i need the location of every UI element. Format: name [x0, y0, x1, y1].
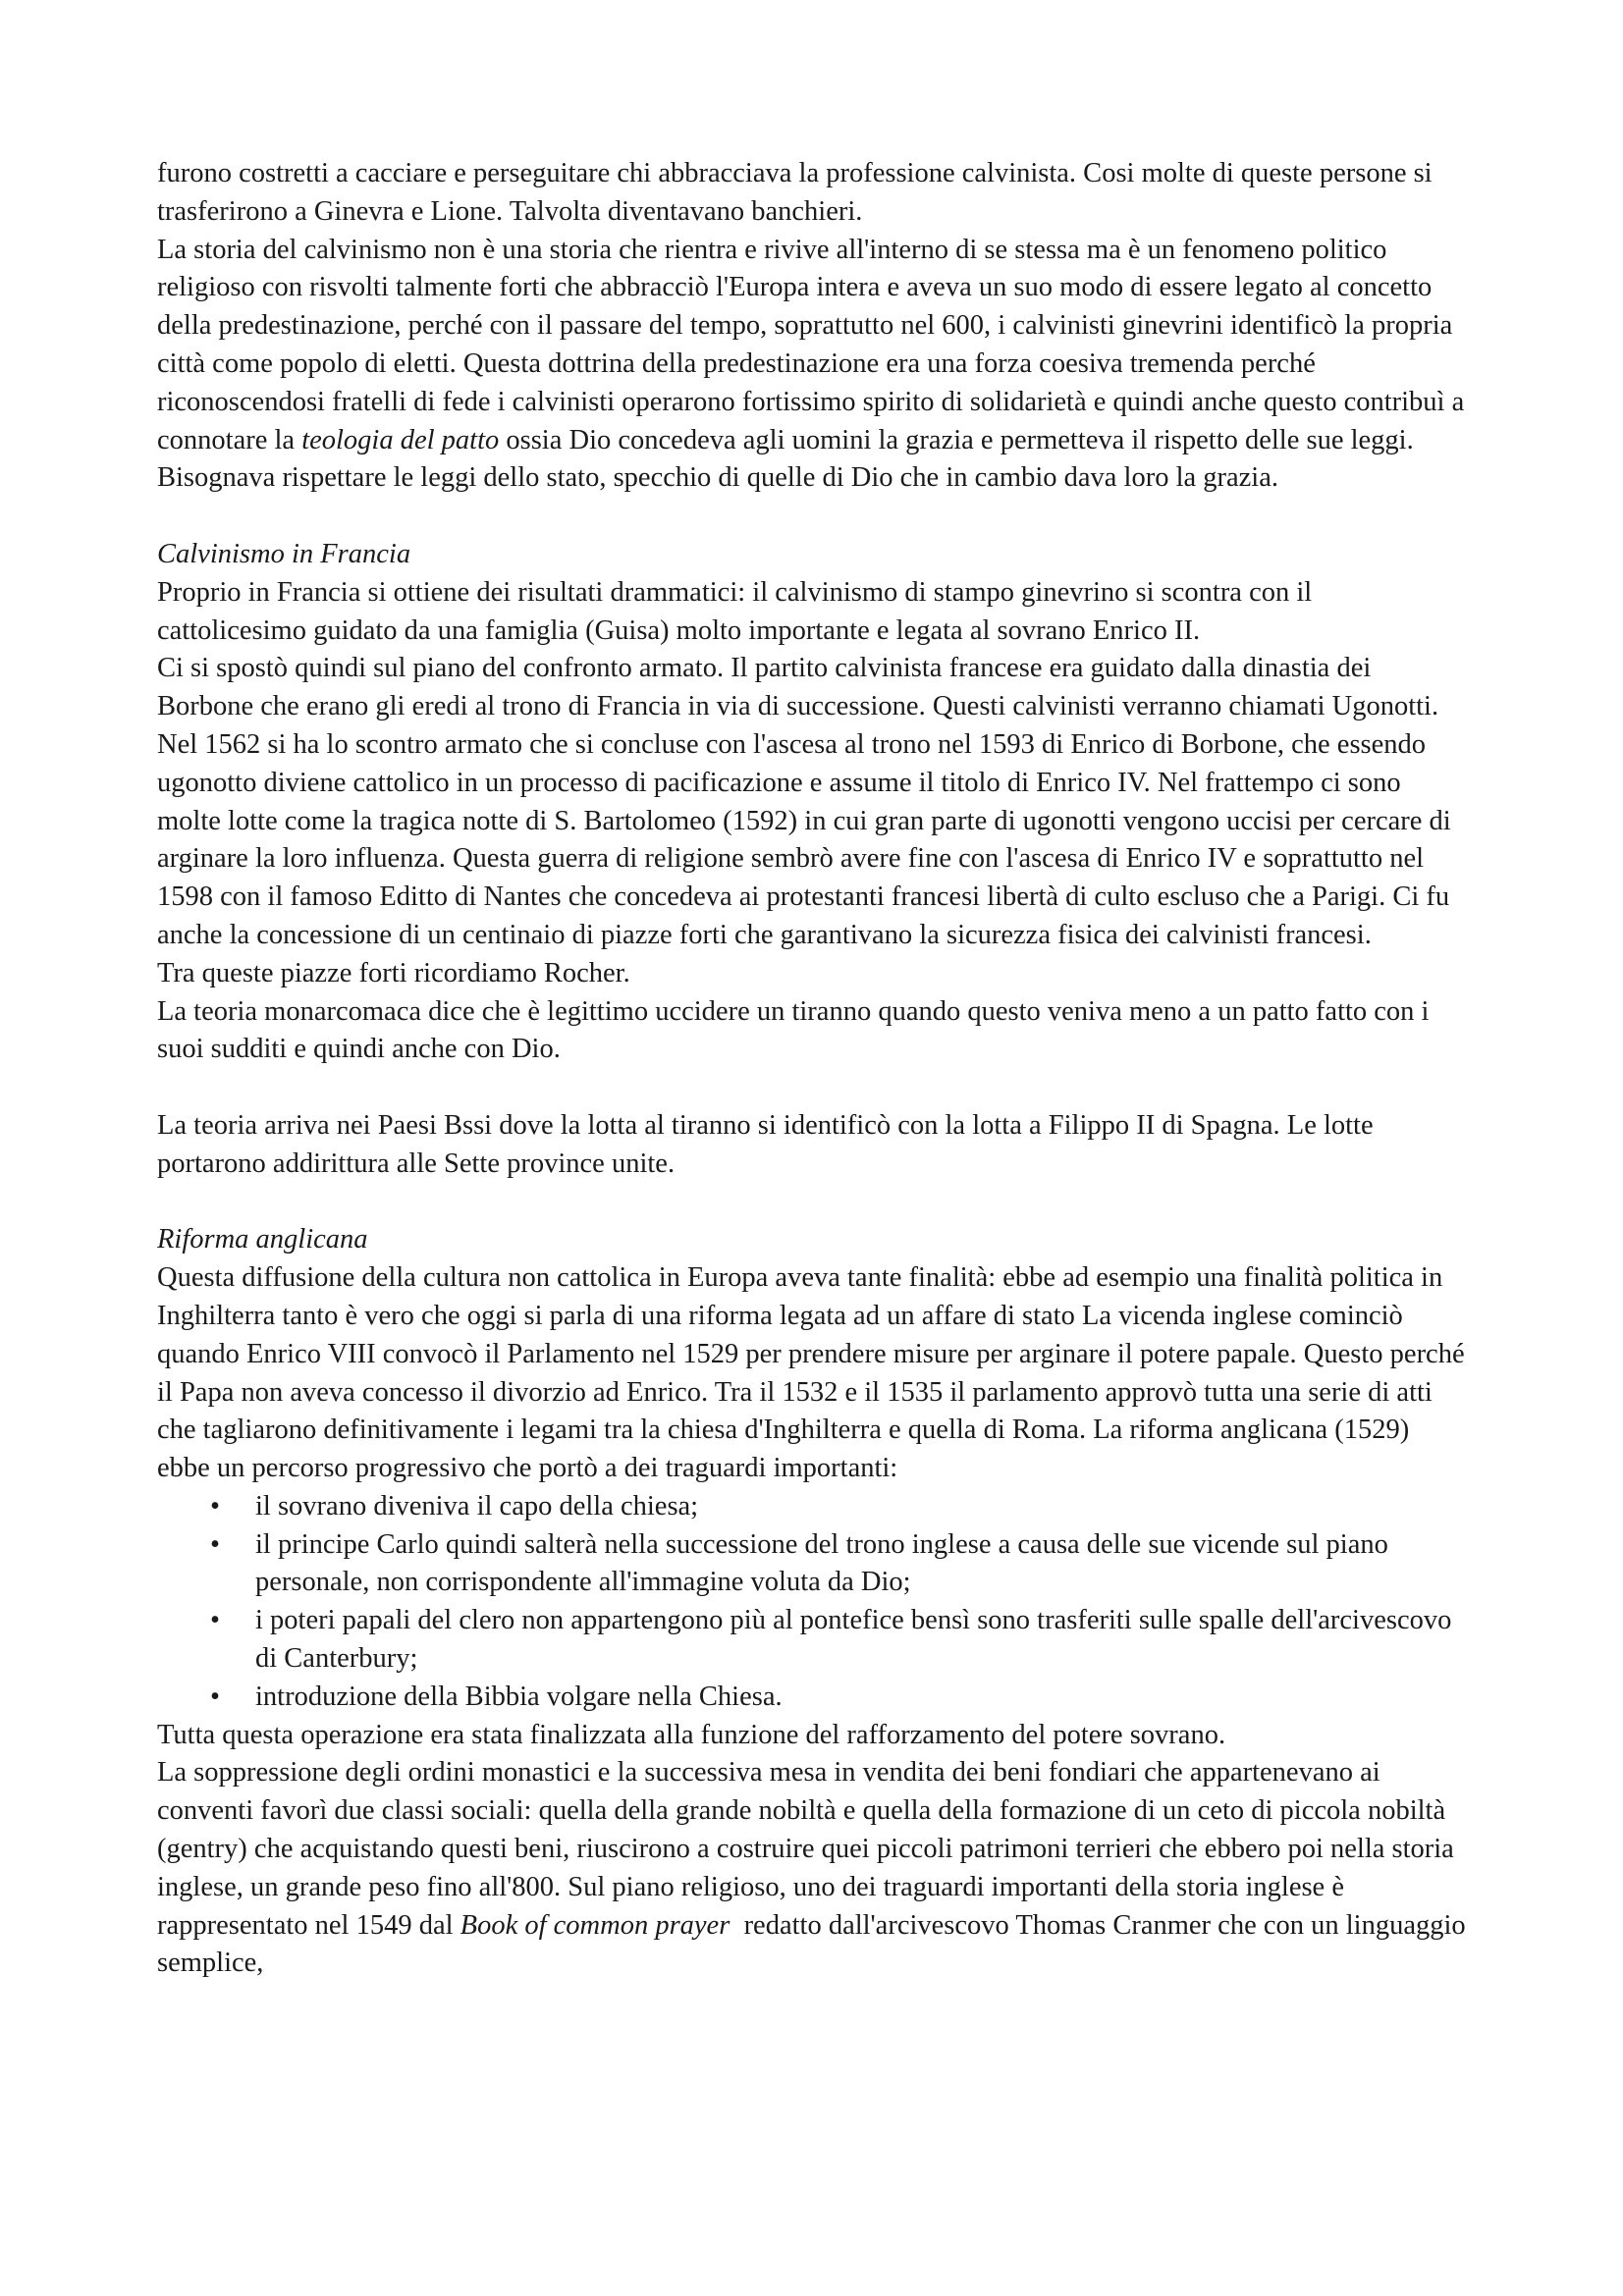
paragraph-francia-6: La teoria arriva nei Paesi Bssi dove la lotta al tiranno si identificò con la lotta a Filippo II di Spagna. Le lotte portarono addirittura alle Sette province unite. [157, 1109, 1374, 1179]
paragraph-intro-3: Bisognava rispettare le leggi dello stato, specchio di quelle di Dio che in cambio dava loro la grazia. [157, 462, 1279, 494]
list-item [157, 1602, 1466, 1679]
bullet-icon: • [210, 1681, 220, 1712]
heading-calvinismo-francia: Calvinismo in Francia [157, 538, 411, 569]
paragraph-francia-3: Nel 1562 si ha lo scontro armato che si concluse con l'ascesa al trono nel 1593 di Enrico di Borbone, che essendo ugonotto diviene cattolico in un processo di pacificazione e assume il titolo di Enrico IV. Nel frattempo ci sono molte lotte come la tragica notte di S. Bartolomeo (1592) in cui gran parte di ugonotti vengono uccisi per cercare di arginare la loro influenza. Questa guerra di religione sembrò avere fine con l'ascesa di Enrico IV e soprattutto nel 1598 con il famoso Editto di Nantes che concedeva ai protestanti francesi libertà di culto escluso che a Parigi. Ci fu anche la concessione di un centinaio di piazze forti che garantivano la sicurezza fisica dei calvinisti francesi. [157, 728, 1451, 950]
list-item [157, 1526, 1466, 1603]
paragraph-anglicana-3-end: redatto dall'arcivescovo Thomas Cranmer che con un linguaggio semplice, [157, 1909, 1473, 1979]
list-item-text: il principe Carlo quindi salterà nella successione del trono inglese a causa delle sue vicende sul piano personale, non corrispondente all'immagine voluta da Dio; [255, 1528, 1388, 1598]
paragraph-intro-1: furono costretti a cacciare e perseguitare chi abbracciava la professione calvinista. Cosi molte di queste persone si trasferirono a Ginevra e Lione. Talvolta diventavano banchieri. [157, 158, 1433, 227]
bullet-list [157, 1488, 1466, 1717]
paragraph-anglicana-1: Questa diffusione della cultura non cattolica in Europa aveva tante finalità: ebbe ad esempio una finalità politica in Inghilterra tanto è vero che oggi si parla di una riforma legata ad un affare di stato La vicenda inglese cominciò quando Enrico VIII convocò il Parlamento nel 1529 per prendere misure per arginare il potere papale. Questo perché il Papa non aveva concesso il divorzio ad Enrico. Tra il 1532 e il 1535 il parlamento approvò tutta una serie di atti che tagliarono definitivamente i legami tra la chiesa d'Inghilterra e quella di Roma. La riforma anglicana (1529) ebbe un percorso progressivo che portò a dei traguardi importanti: [157, 1262, 1465, 1484]
bullet-icon: • [210, 1605, 220, 1636]
list-item-text: introduzione della Bibbia volgare nella Chiesa. [255, 1681, 783, 1712]
list-item [157, 1679, 1466, 1717]
paragraph-anglicana-3 [157, 1754, 1473, 1983]
list-item-text: il sovrano diveniva il capo della chiesa; [255, 1490, 699, 1522]
paragraph-intro-2 [157, 232, 1466, 460]
paragraph-anglicana-3-start: La soppressione degli ordini monastici e la successiva mesa in vendita dei beni fondiari che appartenevano ai conventi favorì due classi sociali: quella della grande nobiltà e quella della formazione di un ceto di piccola nobiltà (gentry) che acquistando questi beni, riuscirono a costruire quei piccoli patrimoni terrieri che ebbero poi nella storia inglese, un grande peso fino all'800. Sul piano religioso, uno dei traguardi importanti della storia inglese è rappresentato nel 1549 dal [157, 1757, 1454, 1941]
paragraph-intro-2-end: ossia Dio concedeva agli uomini la grazia e permetteva il rispetto delle sue leggi. [499, 424, 1414, 455]
book-of-common-prayer-title: Book of common prayer [460, 1909, 730, 1941]
paragraph-francia-1: Proprio in Francia si ottiene dei risultati drammatici: il calvinismo di stampo ginevrino si scontra con il cattolicesimo guidato da una famiglia (Guisa) molto importante e legata al sovrano Enrico II. [157, 576, 1313, 646]
blank-line [157, 1069, 1466, 1107]
bullet-icon: • [210, 1528, 220, 1560]
teologia-del-patto-term: teologia del patto [301, 424, 500, 455]
blank-line [157, 498, 1466, 536]
paragraph-francia-4: Tra queste piazze forti ricordiamo Rocher. [157, 957, 630, 988]
list-item [157, 1488, 1466, 1526]
heading-riforma-anglicana: Riforma anglicana [157, 1224, 368, 1255]
paragraph-francia-2: Ci si spostò quindi sul piano del confronto armato. Il partito calvinista francese era guidato dalla dinastia dei Borbone che erano gli eredi al trono di Francia in via di successione. Questi calvinisti verranno chiamati Ugonotti. [157, 653, 1439, 722]
bullet-icon: • [210, 1490, 220, 1522]
list-item-text: i poteri papali del clero non appartengono più al pontefice bensì sono trasferiti sulle spalle dell'arcivescovo di Canterbury; [255, 1605, 1452, 1675]
paragraph-francia-5: La teoria monarcomaca dice che è legittimo uccidere un tiranno quando questo veniva meno a un patto fatto con i suoi sudditi e quindi anche con Dio. [157, 995, 1430, 1065]
blank-line [157, 1184, 1466, 1222]
paragraph-anglicana-2: Tutta questa operazione era stata finalizzata alla funzione del rafforzamento del potere sovrano. [157, 1719, 1226, 1750]
paragraph-intro-2-start: La storia del calvinismo non è una storia che rientra e rivive all'interno di se stessa ma è un fenomeno politico religioso con risvolti talmente forti che abbracciò l'Europa intera e aveva un suo modo di essere legato al concetto della predestinazione, perché con il passare del tempo, soprattutto nel 600, i calvinisti ginevrini identificò la propria città come popolo di eletti. Questa dottrina della predestinazione era una forza coesiva tremenda perché riconoscendosi fratelli di fede i calvinisti operarono fortissimo spirito di solidarietà e quindi anche questo contribuì a connotare la [157, 234, 1465, 455]
